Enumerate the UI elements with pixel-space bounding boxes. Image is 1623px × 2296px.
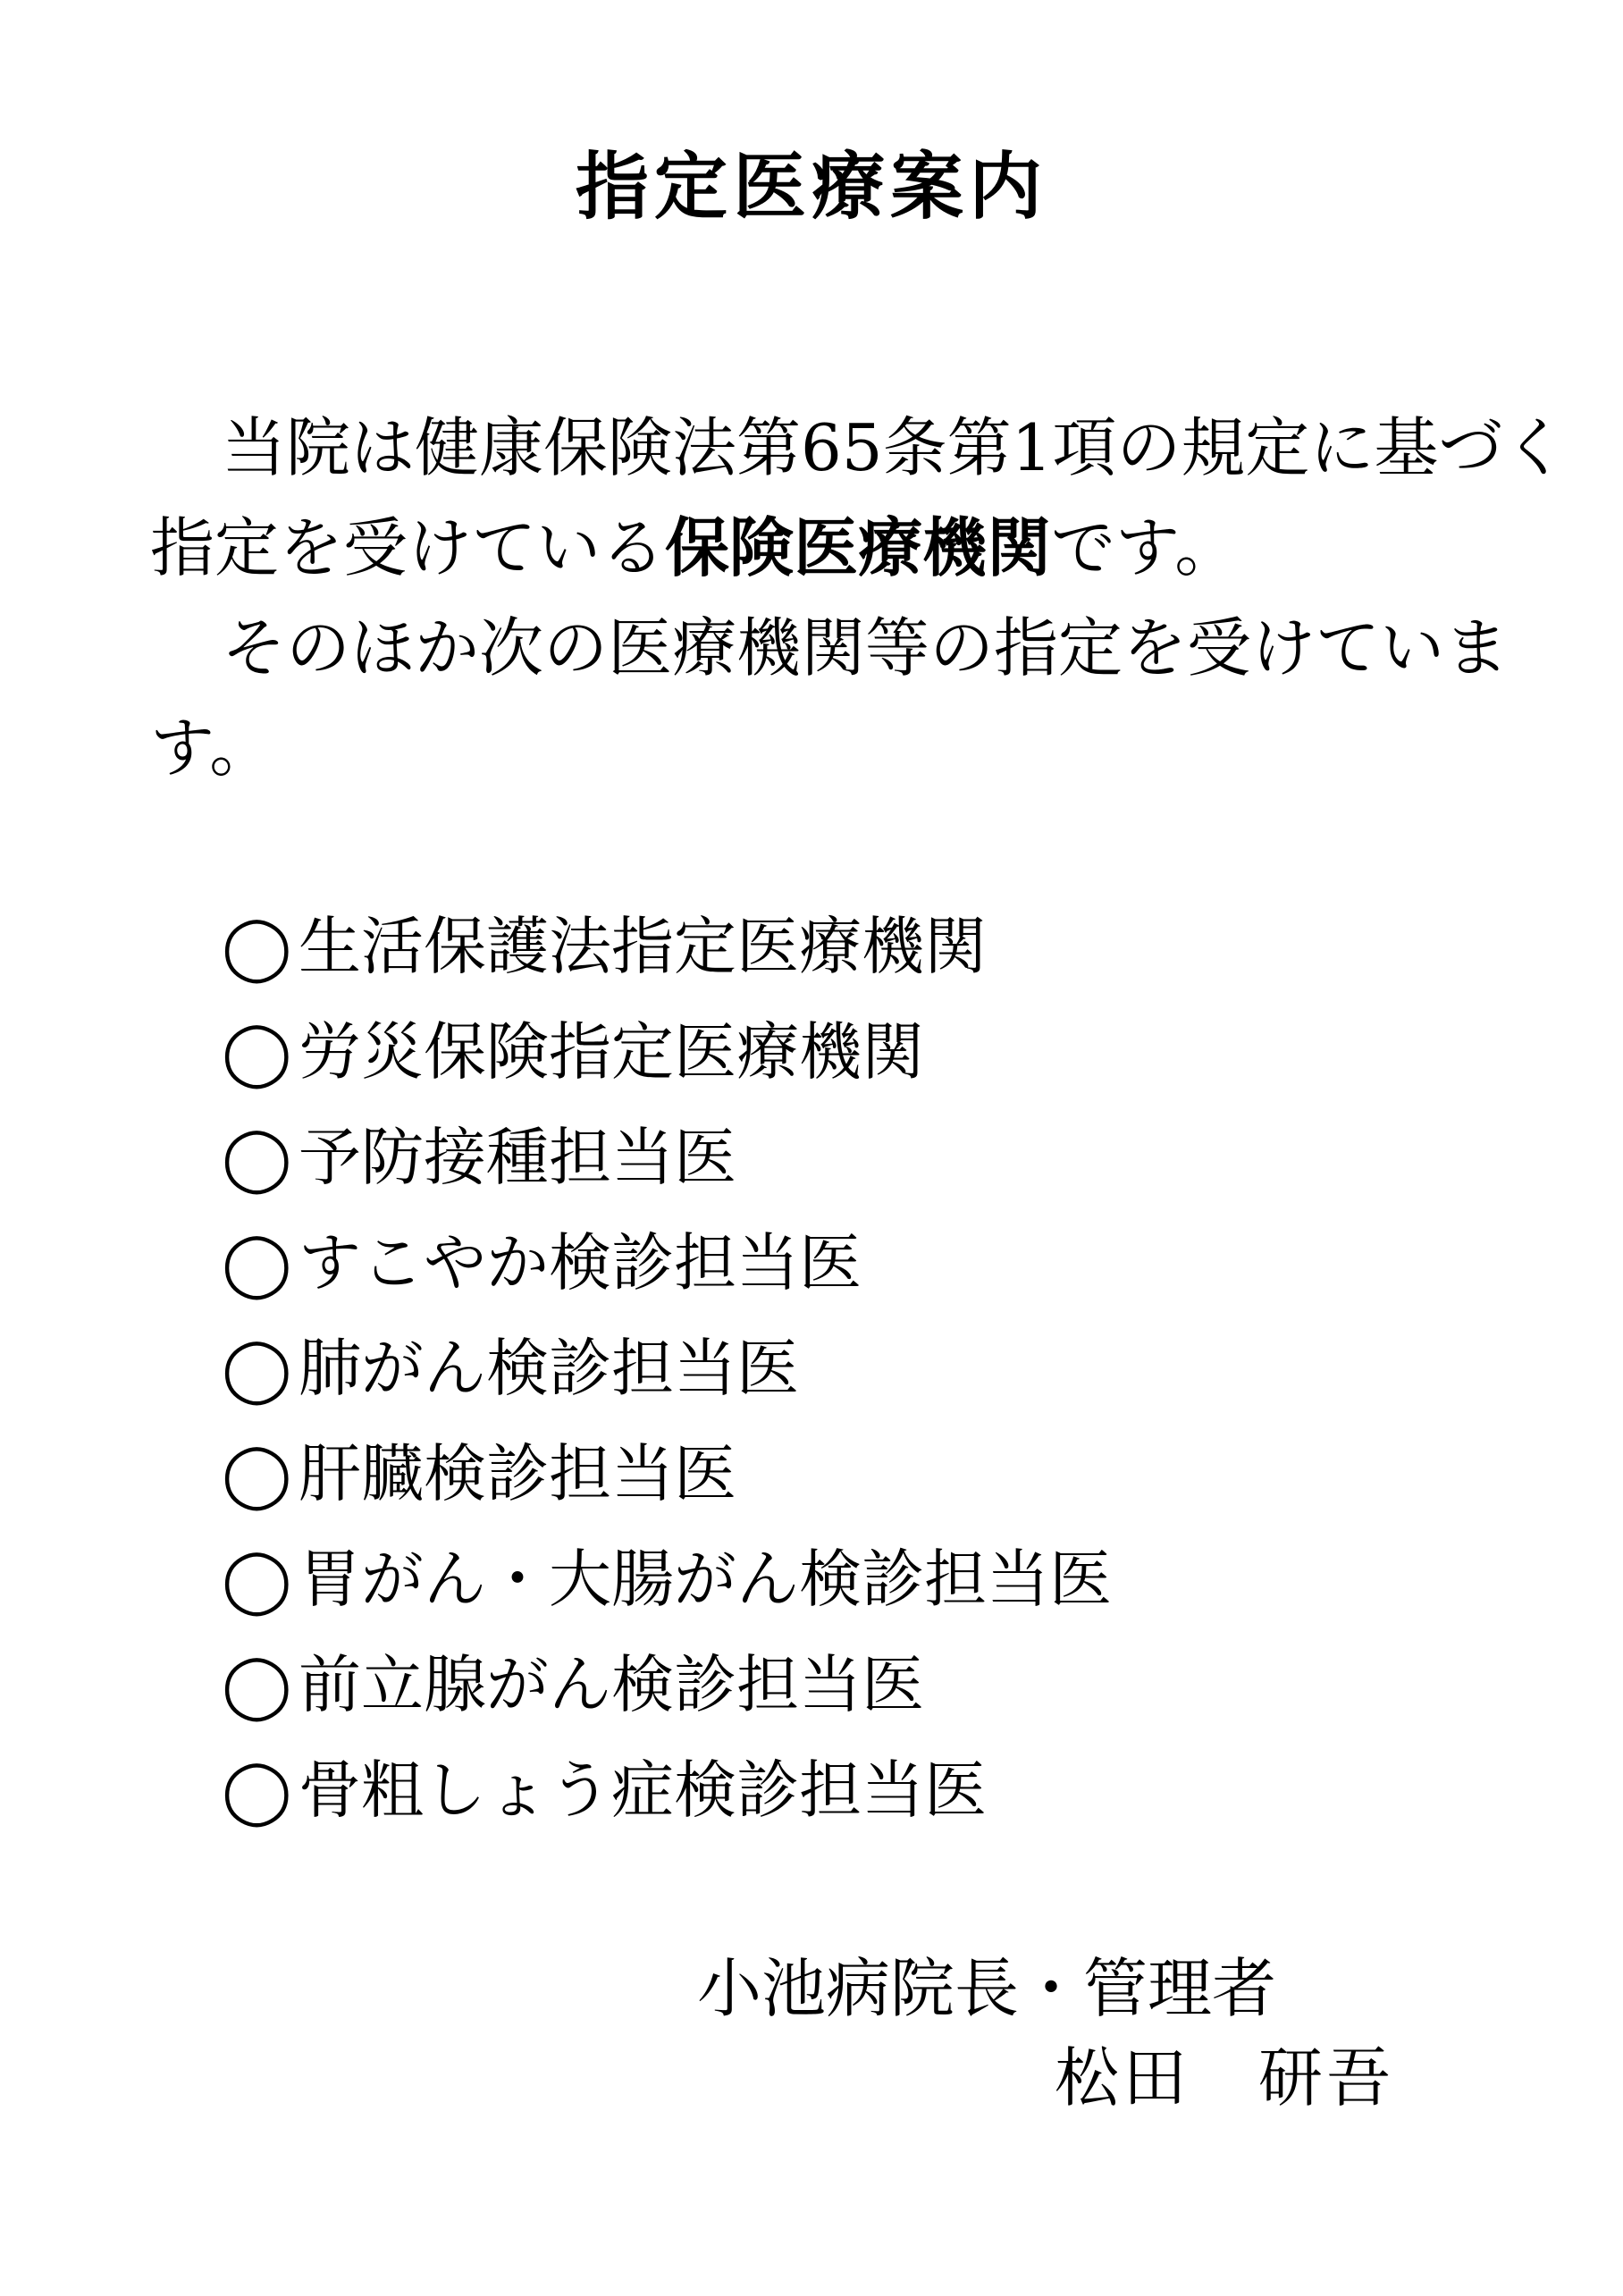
list-item-label: すこやか検診担当医	[299, 1226, 862, 1299]
list-item-label: 胃がん・大腸がん検診担当医	[299, 1543, 1112, 1616]
list-item-label: 労災保険指定医療機関	[299, 1015, 924, 1089]
circle-bullet-icon: ◯	[222, 1015, 292, 1089]
circle-bullet-icon: ◯	[222, 1754, 292, 1827]
intro-line-2: そのほか次の医療機関等の指定を受けています。	[150, 610, 1509, 786]
circle-bullet-icon: ◯	[222, 1437, 292, 1510]
list-item	[222, 1210, 1112, 1316]
circle-bullet-icon: ◯	[222, 910, 292, 983]
intro-paragraph-2	[150, 598, 1580, 798]
list-item	[222, 1316, 1112, 1421]
list-item	[222, 1421, 1112, 1526]
page-title: 指定医療案内	[575, 144, 1047, 230]
list-item-label: 肺がん検診担当医	[299, 1332, 799, 1405]
circle-bullet-icon: ◯	[222, 1543, 292, 1616]
circle-bullet-icon: ◯	[222, 1226, 292, 1299]
list-item	[222, 1632, 1112, 1737]
intro-text	[150, 398, 1580, 798]
signature-title: 小池病院長・管理者	[697, 1951, 1277, 2026]
circle-bullet-icon: ◯	[222, 1121, 292, 1194]
list-item	[222, 1737, 1112, 1843]
list-item-label: 肝臓検診担当医	[299, 1437, 736, 1510]
list-item-label: 前立腺がん検診担当医	[299, 1648, 924, 1721]
designation-list	[222, 894, 1112, 1843]
insurance-institution-label: 保険医療機関	[665, 509, 1052, 585]
list-item	[222, 894, 1112, 999]
list-item-label: 骨粗しょう症検診担当医	[299, 1754, 987, 1827]
intro-line-1: 当院は健康保険法第65条第1項の規定に基づく指定を受けている	[150, 410, 1568, 585]
list-item-label: 予防接種担当医	[299, 1121, 736, 1194]
circle-bullet-icon: ◯	[222, 1332, 292, 1405]
circle-bullet-icon: ◯	[222, 1648, 292, 1721]
list-item	[222, 1105, 1112, 1210]
intro-line-1-tail: です。	[1051, 510, 1240, 585]
intro-paragraph-1	[150, 398, 1580, 598]
list-item	[222, 999, 1112, 1105]
signature-name: 松田 研吾	[1055, 2040, 1395, 2115]
list-item	[222, 1526, 1112, 1632]
list-item-label: 生活保護法指定医療機関	[299, 910, 987, 983]
